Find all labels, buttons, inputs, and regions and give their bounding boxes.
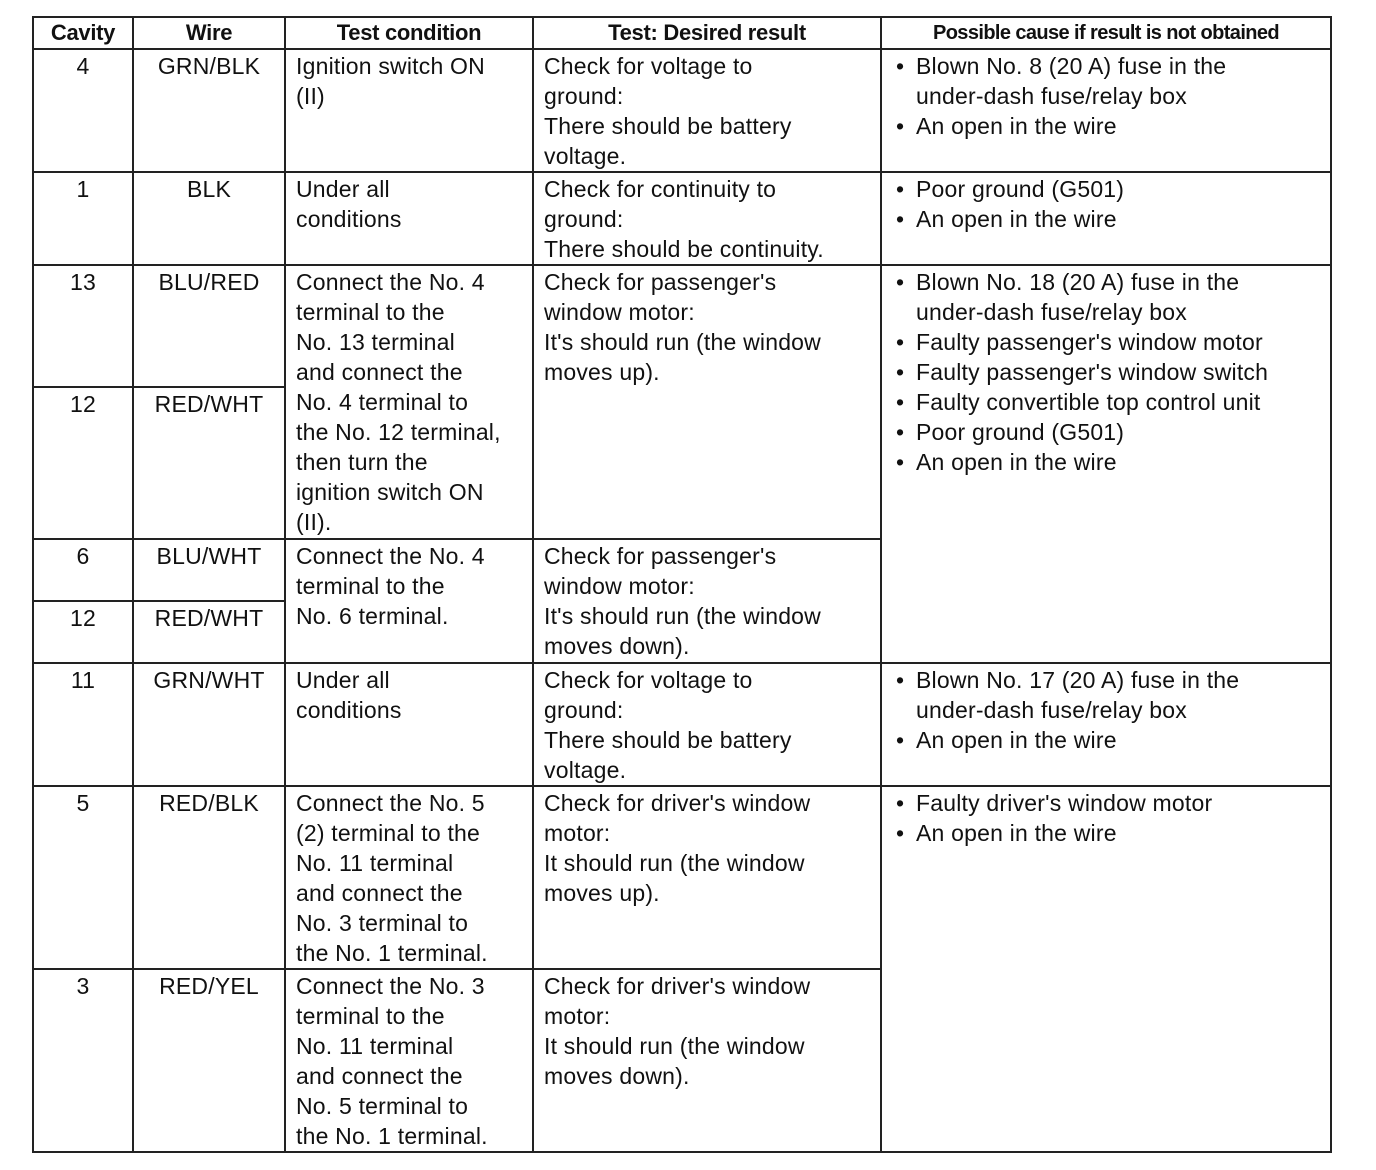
condition-line: Connect the No. 3 xyxy=(296,973,485,999)
wire-cell: RED/WHT xyxy=(133,601,285,663)
condition-line: No. 11 terminal xyxy=(296,850,454,876)
condition-line: (II) xyxy=(296,83,325,109)
cause-cell xyxy=(881,172,1331,265)
result-line: ground: xyxy=(544,83,624,109)
cause-item: • Faulty convertible top control unit xyxy=(892,387,1322,417)
condition-line: conditions xyxy=(296,697,402,723)
result-line: There should be battery xyxy=(544,727,792,753)
result-cell xyxy=(533,786,881,969)
condition-line: and connect the xyxy=(296,880,463,906)
result-line: motor: xyxy=(544,1003,611,1029)
condition-cell xyxy=(285,786,533,969)
condition-line: No. 11 terminal xyxy=(296,1033,454,1059)
cavity-cell: 11 xyxy=(33,663,133,786)
cause-line: under-dash fuse/relay box xyxy=(916,697,1187,723)
cause-item: • Faulty driver's window motor xyxy=(892,788,1322,818)
condition-line: the No. 1 terminal. xyxy=(296,1123,488,1149)
result-line: Check for driver's window xyxy=(544,790,811,816)
wire-cell: GRN/WHT xyxy=(133,663,285,786)
header-test-condition: Test condition xyxy=(285,17,533,49)
cavity-cell: 5 xyxy=(33,786,133,969)
cavity-cell: 6 xyxy=(33,539,133,601)
cause-item: • Faulty passenger's window switch xyxy=(892,357,1322,387)
cause-cell xyxy=(881,663,1331,786)
condition-cell xyxy=(285,265,533,539)
troubleshooting-table-sheet xyxy=(32,16,1330,1153)
result-cell xyxy=(533,49,881,172)
condition-line: No. 4 terminal to xyxy=(296,389,469,415)
cause-item: • An open in the wire xyxy=(892,447,1322,477)
condition-line: terminal to the xyxy=(296,1003,445,1029)
cause-cell xyxy=(881,265,1331,663)
condition-line: (2) terminal to the xyxy=(296,820,481,846)
cause-list xyxy=(892,788,1322,848)
cavity-cell: 13 xyxy=(33,265,133,387)
condition-line: Connect the No. 5 xyxy=(296,790,485,816)
cause-line: under-dash fuse/relay box xyxy=(916,299,1187,325)
cause-item: • An open in the wire xyxy=(892,725,1322,755)
result-cell xyxy=(533,172,881,265)
result-line: window motor: xyxy=(544,573,695,599)
wire-cell: BLK xyxy=(133,172,285,265)
result-cell xyxy=(533,539,881,663)
cavity-cell: 12 xyxy=(33,387,133,539)
result-line: moves up). xyxy=(544,880,660,906)
cavity-cell: 12 xyxy=(33,601,133,663)
cause-cell xyxy=(881,49,1331,172)
cause-item xyxy=(892,51,1322,111)
result-line: ground: xyxy=(544,206,624,232)
wire-cell: RED/YEL xyxy=(133,969,285,1152)
condition-cell xyxy=(285,172,533,265)
wire-cell: RED/WHT xyxy=(133,387,285,539)
result-line: ground: xyxy=(544,697,624,723)
cause-list xyxy=(892,665,1322,755)
table-row xyxy=(33,265,1331,387)
cause-item: • An open in the wire xyxy=(892,111,1322,141)
cause-line: Blown No. 17 (20 A) fuse in the xyxy=(916,667,1240,693)
result-cell xyxy=(533,663,881,786)
condition-line: terminal to the xyxy=(296,299,445,325)
cause-item: • An open in the wire xyxy=(892,204,1322,234)
header-row xyxy=(33,17,1331,49)
table-row xyxy=(33,663,1331,786)
header-desired-result: Test: Desired result xyxy=(533,17,881,49)
result-line: moves down). xyxy=(544,1063,690,1089)
result-line: Check for passenger's xyxy=(544,269,777,295)
result-line: motor: xyxy=(544,820,611,846)
result-line: It should run (the window xyxy=(544,1033,805,1059)
wire-cell: GRN/BLK xyxy=(133,49,285,172)
result-line: It's should run (the window xyxy=(544,329,821,355)
cause-line: Blown No. 18 (20 A) fuse in the xyxy=(916,269,1240,295)
condition-line: the No. 1 terminal. xyxy=(296,940,488,966)
condition-line: terminal to the xyxy=(296,573,445,599)
cause-item: • An open in the wire xyxy=(892,818,1322,848)
result-line: It should run (the window xyxy=(544,850,805,876)
cause-item xyxy=(892,267,1322,327)
header-wire: Wire xyxy=(133,17,285,49)
result-line: voltage. xyxy=(544,143,627,169)
condition-line: and connect the xyxy=(296,359,463,385)
condition-line: (II). xyxy=(296,509,332,535)
result-line: There should be battery xyxy=(544,113,792,139)
cause-line: Blown No. 8 (20 A) fuse in the xyxy=(916,53,1227,79)
condition-line: Under all xyxy=(296,176,390,202)
condition-line: and connect the xyxy=(296,1063,463,1089)
test-table xyxy=(32,16,1332,1153)
condition-line: Connect the No. 4 xyxy=(296,269,485,295)
condition-line: Under all xyxy=(296,667,390,693)
condition-line: No. 5 terminal to xyxy=(296,1093,469,1119)
condition-line: the No. 12 terminal, xyxy=(296,419,501,445)
cause-cell xyxy=(881,786,1331,1152)
condition-line: Ignition switch ON xyxy=(296,53,485,79)
table-row xyxy=(33,49,1331,172)
condition-line: No. 13 terminal xyxy=(296,329,455,355)
table-row xyxy=(33,786,1331,969)
result-line: window motor: xyxy=(544,299,695,325)
result-line: moves down). xyxy=(544,633,690,659)
result-line: voltage. xyxy=(544,757,627,783)
cause-line: under-dash fuse/relay box xyxy=(916,83,1187,109)
condition-cell xyxy=(285,969,533,1152)
header-possible-cause: Possible cause if result is not obtained xyxy=(881,17,1331,49)
header-cavity: Cavity xyxy=(33,17,133,49)
cause-item xyxy=(892,665,1322,725)
condition-cell xyxy=(285,663,533,786)
cause-list xyxy=(892,174,1322,234)
result-line: moves up). xyxy=(544,359,660,385)
condition-line: No. 6 terminal. xyxy=(296,603,449,629)
result-line: Check for continuity to xyxy=(544,176,777,202)
cavity-cell: 1 xyxy=(33,172,133,265)
condition-line: Connect the No. 4 xyxy=(296,543,485,569)
cause-item: • Poor ground (G501) xyxy=(892,417,1322,447)
result-line: Check for passenger's xyxy=(544,543,777,569)
result-line: Check for voltage to xyxy=(544,667,753,693)
result-line: It's should run (the window xyxy=(544,603,821,629)
wire-cell: RED/BLK xyxy=(133,786,285,969)
cause-list xyxy=(892,267,1322,477)
result-cell xyxy=(533,969,881,1152)
table-row xyxy=(33,172,1331,265)
condition-cell xyxy=(285,539,533,663)
condition-line: then turn the xyxy=(296,449,428,475)
cause-item: • Faulty passenger's window motor xyxy=(892,327,1322,357)
cause-item: • Poor ground (G501) xyxy=(892,174,1322,204)
result-line: Check for driver's window xyxy=(544,973,811,999)
cause-list xyxy=(892,51,1322,141)
result-line: Check for voltage to xyxy=(544,53,753,79)
cavity-cell: 3 xyxy=(33,969,133,1152)
condition-cell xyxy=(285,49,533,172)
condition-line: No. 3 terminal to xyxy=(296,910,469,936)
result-line: There should be continuity. xyxy=(544,236,824,262)
wire-cell: BLU/RED xyxy=(133,265,285,387)
condition-line: conditions xyxy=(296,206,402,232)
cavity-cell: 4 xyxy=(33,49,133,172)
result-cell xyxy=(533,265,881,539)
wire-cell: BLU/WHT xyxy=(133,539,285,601)
condition-line: ignition switch ON xyxy=(296,479,484,505)
